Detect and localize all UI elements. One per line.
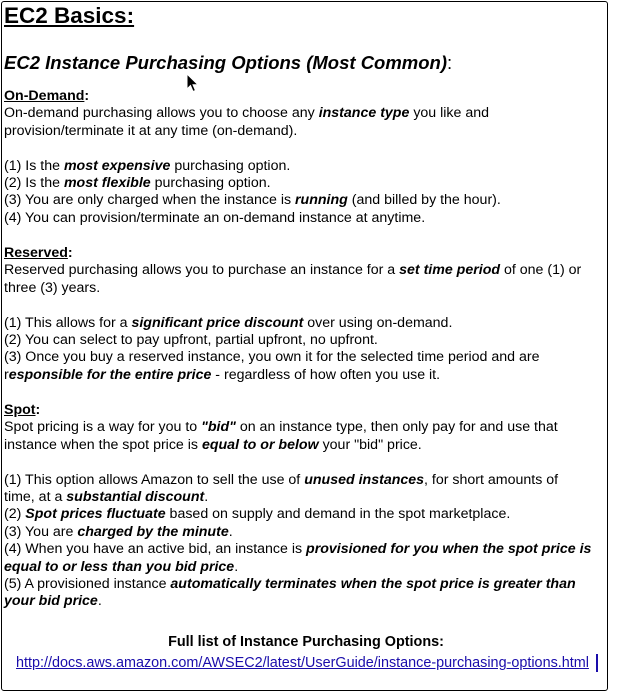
on-demand-intro-line-2: provision/terminate it at any time (on-demand).: [4, 122, 298, 139]
reserved-item: (3) Once you buy a reserved instance, you own it for the selected time period and are: [4, 349, 540, 366]
spot-item: (3) You are charged by the minute.: [4, 523, 233, 540]
reserved-item: responsible for the entire price - regardless of how often you use it.: [4, 366, 441, 383]
on-demand-intro-line-1: On-demand purchasing allows you to choose any instance type you like and: [4, 105, 490, 122]
on-demand-heading: On-Demand:: [4, 88, 90, 104]
reserved-section: [4, 245, 608, 384]
on-demand-item: (4) You can provision/terminate an on-demand instance at anytime.: [4, 209, 426, 226]
on-demand-item: (3) You are only charged when the instance is running (and billed by the hour).: [4, 192, 501, 209]
reserved-item: (1) This allows for a significant price discount over using on-demand.: [4, 314, 453, 331]
spot-item: equal to or less than you bid price.: [4, 558, 239, 575]
spot-item: (2) Spot prices fluctuate based on supply and demand in the spot marketplace.: [4, 506, 511, 523]
purchasing-options-list-title: Full list of Instance Purchasing Options:: [168, 634, 444, 650]
on-demand-section: [4, 88, 608, 227]
on-demand-item: (2) Is the most flexible purchasing option.: [4, 175, 271, 192]
spot-item: your bid price.: [4, 593, 102, 610]
text-caret: [596, 654, 598, 672]
reserved-intro-line-1: Reserved purchasing allows you to purchase an instance for a set time period of one (1) or: [4, 262, 582, 279]
spot-intro-line-1: Spot pricing is a way for you to "bid" on an instance type, then only pay for and use that: [4, 419, 558, 436]
reserved-heading: Reserved:: [4, 245, 73, 261]
spot-item: (4) When you have an active bid, an instance is provisioned for you when the spot price is: [4, 541, 592, 558]
spot-section: [4, 402, 608, 611]
reserved-intro-line-2: three (3) years.: [4, 279, 101, 296]
spot-item: (5) A provisioned instance automatically terminates when the spot price is greater than: [4, 576, 576, 593]
on-demand-item: (1) Is the most expensive purchasing option.: [4, 157, 291, 174]
spot-item: time, at a substantial discount.: [4, 489, 209, 506]
page-title: EC2 Basics:: [4, 3, 135, 28]
section-subtitle: EC2 Instance Purchasing Options (Most Common):: [4, 52, 453, 73]
spot-heading: Spot:: [4, 402, 41, 418]
spot-intro-line-2: instance when the spot price is equal to or below your "bid" price.: [4, 436, 422, 453]
mouse-pointer-icon: [186, 73, 200, 93]
purchasing-options-link[interactable]: http://docs.aws.amazon.com/AWSEC2/latest/UserGuide/instance-purchasing-options.html: [16, 655, 589, 671]
reserved-item: (2) You can select to pay upfront, partial upfront, no upfront.: [4, 332, 378, 349]
spot-item: (1) This option allows Amazon to sell the use of unused instances, for short amounts of: [4, 471, 559, 488]
